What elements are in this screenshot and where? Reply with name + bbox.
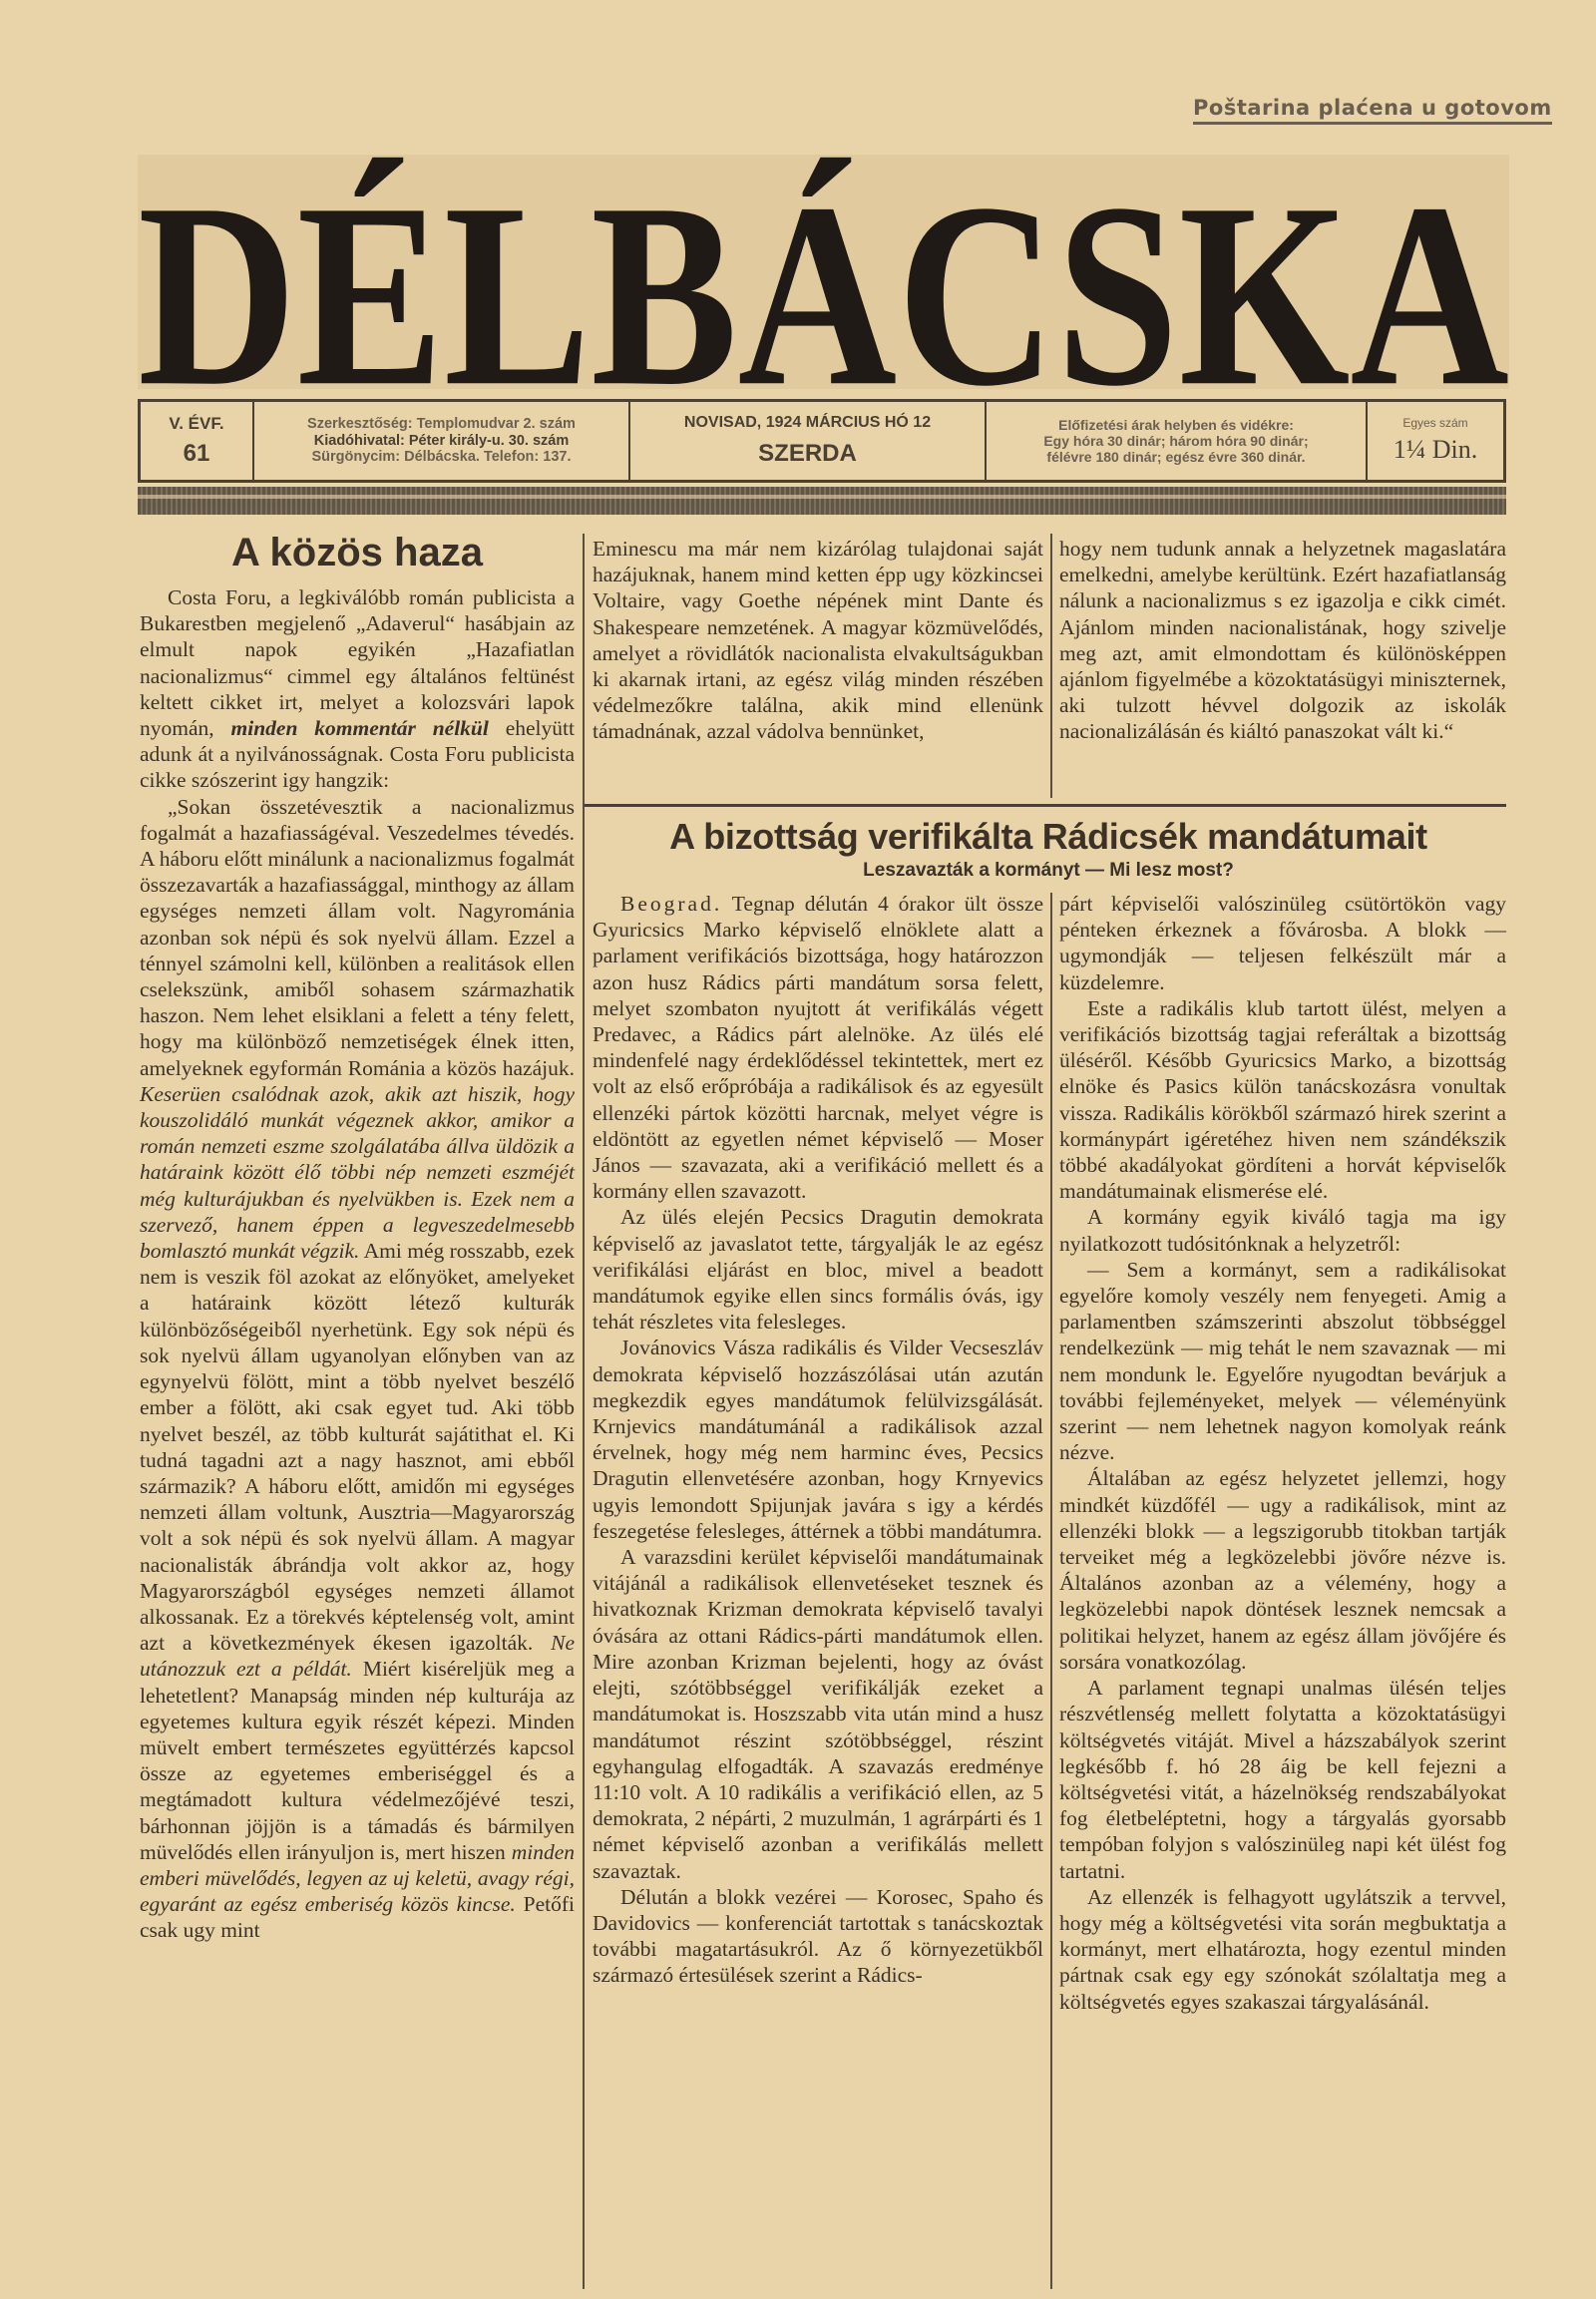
article2-column-1 <box>593 891 1043 1989</box>
paragraph: — Sem a kormányt, sem a radikálisokat egyelőre komoly veszély nem fenyegeti. Amig a parlamentben számszerinti abszolut többséggel rendelkezünk — mig tehát le nem szavaznak — mi nem mondunk le. Egyelőre nyugodtan bevárjuk a további fejleményeket, melyek — véleményünk szerint — nem lehetnek nagyon komolyak reánk nézve. <box>1059 1257 1506 1465</box>
issue-number: 61 <box>183 439 210 467</box>
date-cell <box>628 402 985 480</box>
paragraph: Costa Foru, a legkiválóbb román publicista a Bukarestben megjelenő „Adaverul“ hasábjain az elmult napok egyikén „Hazafiatlan nacionalizmus“ cimmel egy általános feltünést keltett cikket irt, melyet a kolozsvári lapok nyomán, minden kommentár nélkül ehelyütt adunk át a nyilvánosságnak. Costa Foru publicista cikke szószerint igy hangzik: <box>140 585 575 793</box>
subscription-line: Egy hóra 30 dinár; három hóra 90 dinár; <box>1043 432 1309 449</box>
article-column-1 <box>140 584 575 1944</box>
paragraph: A kormány egyik kiváló tagja ma igy nyilatkozott tudósitónknak a helyzetről: <box>1059 1205 1506 1256</box>
weekday: SZERDA <box>758 440 857 468</box>
dateline: NOVISAD, 1924 MÁRCIUS HÓ 12 <box>683 414 932 431</box>
paragraph: Este a radikális klub tartott ülést, melyen a verifikációs bizottság tagjai referáltak a bizottság üléséről. Később Gyuricsics Marko, a bizottság elnöke és Pasics külön tanácskozásra vonultak vissza. Radikális körökből származó hirek szerint a kormánypárt igéretéhez hiven nem szándékszik többé akadályokat gördíteni a horvát képviselők mandátumainak elismerése elé. <box>1059 995 1506 1204</box>
paragraph: A varazsdini kerület képviselői mandátumainak vitájánál a radikálisok ellenvetéseket tesznek és hivatkoznak Krizman demokrata képviselő tavalyi óvására az ottani Rádics-párti mandátumok ellen. Mire azonban Krizman bejelenti, hogy az óvást elejti, szótöbbséggel verifikálják ezeket a mandátumokat is. Hoszszabb vita után mind a husz mandátumot részint szótöbbséggel, részint egyhangulag elfogadták. A szavazás eredménye 11:10 volt. A 10 radikális a verifikáció ellen, az 5 demokrata, 2 népárti, 2 muzulmán, 1 agrárpárti és 1 német képviselő azonban a verifikálás mellett szavaztak. <box>593 1545 1043 1883</box>
paragraph: Az ülés elején Pecsics Dragutin demokrata képviselő az javaslatot tette, tárgyalják le az egész verifikálási eljárást en bloc, mivel a beadott mandátumok egyike ellen sincs formális óvás, igy tehát részletes vita felesleges. <box>593 1205 1043 1335</box>
paragraph: párt képviselői valószinüleg csütörtökön vagy pénteken érkeznek a fővárosba. A blokk — ugymondják — teljesen felkészült már a küzdelemre. <box>1059 892 1506 994</box>
volume-cell <box>138 402 252 480</box>
article-continuation-col3 <box>1059 536 1506 745</box>
paragraph: Délután a blokk vezérei — Korosec, Spaho és Davidovics — konferenciát tartottak s tanácskoztak további magatartásukról. Az ő környezetükből származó értesülések szerint a Rádics- <box>593 1884 1043 1988</box>
telegram-phone: Sürgönycim: Délbácska. Telefon: 137. <box>311 449 572 466</box>
column-divider <box>583 534 585 2289</box>
header-rule <box>138 487 1506 515</box>
article-headline: A bizottság verifikálta Rádicsék mandátumait <box>669 816 1427 857</box>
address-cell <box>252 402 628 480</box>
paragraph: hogy nem tudunk annak a helyzetnek magaslatára emelkedni, amelybe kerültünk. Ezért hazafiatlanság nálunk a nacionalizmus s ez igazolja e cikk cimét. Ajánlom minden nacionalistának, hogy szivelje meg azt, amit elmondottam és különösképpen ajánlom figyelmébe a közoktatásügyi miniszternek, aki tulzott hévvel dolgozik az iskolák nacionalizálásán és kiáltó panaszokat vált ki.“ <box>1059 537 1506 744</box>
article-title: A közös haza <box>231 531 483 575</box>
article-divider <box>585 804 1506 807</box>
subscription-line: Előfizetési árak helyben és vidékre: <box>1058 416 1294 433</box>
article2-column-2 <box>1059 891 1506 2015</box>
paragraph: Az ellenzék is felhagyott ugylátszik a tervvel, hogy még a költségvetési vita során megbuktatja a kormányt, mert elhatározta, hogy ezentul minden pártnak csak egy egy szónokát szólaltatja meg a költségvetés egyes szakaszai tárgyalásánál. <box>1059 1884 1506 2014</box>
paragraph: Jovánovics Vásza radikális és Vilder Vecseszláv demokrata képviselő hozzászólásai után azután megkezdik egyes mandátumok felülvizsgálását. Krnjevics mandátumánál a radikálisok azzal érvelnek, hogy még nem harminc éves, Pecsics Dragutin ellenvetésére azonban, hogy Krnyevics ugyis lemondott Spijunjak javára s igy a kérdés feszegetése felesleges, áttérnek a többi mandátumra. <box>593 1336 1043 1543</box>
paragraph: A parlament tegnapi unalmas ülésén teljes részvétlenség mellett folytatta a közoktatásügyi költségvetés vitáját. Mivel a házszabályok szerint legkésőbb f. hó 28 áig be kell fejezni a költségvetési vitát, a házelnökség rendszabályokat fog életbeléptetni, hogy a tárgyalás gyorsabb tempóban folyjon s valószinüleg napi két ülést fog tartatni. <box>1059 1676 1506 1883</box>
article-continuation-col2 <box>593 536 1043 745</box>
paragraph: Eminescu ma már nem kizárólag tulajdonai saját hazájuknak, hanem mind ketten épp ugy közkincsei Voltaire, vagy Goethe népének mint Dante és Shakespeare nemzetének. A magyar közmüvelődés, amelyet a rövidlátók nacionalista elvakultságukban ki akarnak irtani, az egész világ minden részében védelmezőkre találna, akik mind ellenünk támadnának, azzal vádolva bennünket, <box>593 537 1043 744</box>
single-copy-label: Egyes szám <box>1402 416 1468 431</box>
masthead-logo <box>138 125 1509 399</box>
paragraph: Általában az egész helyzetet jellemzi, hogy mindkét küzdőfél — ugy a radikálisok, mint az ellenzéki blokk — a legszigorubb titokban tartják terveiket még a legközelebbi jövőre nézve is. Általános azonban az a vélemény, hogy a legközelebbi napok döntések lesznek nemcsak a politikai helyzet, hanem az egész állam jövőjére és sorsára vonatkozólag. <box>1059 1466 1506 1674</box>
subscription-line: félévre 180 dinár; egész évre 360 dinár. <box>1046 449 1306 466</box>
subscription-cell <box>985 402 1366 480</box>
info-bar <box>138 399 1506 483</box>
postage-note: Poštarina plaćena u gotovom <box>1193 96 1552 125</box>
column-divider <box>1050 893 1052 2289</box>
column-divider <box>1050 534 1052 798</box>
publisher-address: Kiadóhivatal: Péter király-u. 30. szám <box>313 432 570 449</box>
paragraph: „Sokan összetévesztik a nacionalizmus fogalmát a hazafiasságéval. Veszedelmes tévedés. A háboru előtt minálunk a nacionalizmus fogalmát összezavarták a hazafiassággal, minthogy az állam egységes nemzeti állam volt. Nagyrománia azonban sok népü és sok nyelvü állam. Ezzel a ténnyel számolni kell, különben a realitások ellen cselekszünk, amiből sohasem származhatik haszon. Nem lehet elsiklani a felett a tény felett, hogy ma különböző nemzetiségek élnek itten, amelyeknek egyformán Románia a közös hazájuk. Keserüen csalódnak azok, akik azt hiszik, hogy kouszolidáló munkát végeznek akkor, amikor a román nemzeti eszme szolgálatába állva üldözik a határaink között élő többi nép nemzeti eszméjét még kulturájukban és nyelvükben is. Ezek nem a szervező, hanem éppen a legveszedelmesebb bomlasztó munkát végzik. Ami még rosszabb, ezek nem is veszik föl azokat az előnyöket, amelyeket a határaink között létező kulturák különbözőségeiből nyerhetünk. Egy sok népü és sok nyelvü állam ugyanolyan előnyben van az egynyelvü fölött, mint a több nyelvet beszélő ember a fölött, aki csak egyet tud. Aki több nyelvet beszél, az több kulturát sajátithat el. Ki tudná tagadni azt a nagy hasznot, ami ebből származik? A háboru előtt, amidőn mi egységes nemzeti állam voltunk, Ausztria—Magyarország volt a sok népü és sok nyelvü állam. A magyar nacionalisták ábrándja volt akkor az, hogy Magyarországból egységes nemzeti államot alkossanak. Ez a törekvés képtelenség volt, amint azt a következmények ékesen igazolták. Ne utánozzuk ezt a példát. Miért kiséreljük meg a lehetetlent? Manapság minden nép kulturája az egyetemes kultura egyik részét képezi. Minden müvelt embert természetes együttérzés kapcsol össze az egyetemes emberiséggel és a megtámadott kultura védelmezőjévé teszi, bárhonnan jöjjön is a támadás és bármilyen müvelődés ellen irányuljon is, mert hiszen minden emberi müvelődés, legyen az uj keletü, avagy régi, egyaránt az egész emberiség közös kincse. Petőfi csak ugy mint <box>140 794 576 1943</box>
masthead-title: DÉLBÁCSKA <box>138 149 1509 399</box>
article-subheadline: Leszavazták a kormányt — Mi lesz most? <box>863 860 1234 881</box>
single-copy-price: 1¼ Din. <box>1393 434 1478 464</box>
editorial-address: Szerkesztőség: Templomudvar 2. szám <box>307 415 576 432</box>
price-cell <box>1366 402 1506 480</box>
paragraph: Beograd. Tegnap délután 4 órakor ült össze Gyuricsics Marko képviselő elnöklete alatt a parlament verifikációs bizottsága, hogy határozzon azon husz Rádics párti mandátum sorsa felett, melyet szombaton nyujtott át verifikálás végett Predavec, a Rádics párt alelnöke. Az ülés elé mindenfelé nagy érdeklődéssel tekintettek, mert ez volt az első erőpróbája a radikálisok és az egyesült ellenzéki pártok közötti harcnak, melyet végre is eldöntött az egyetlen német képviselő — Moser János — szavazata, aki a verifikáció mellett és a kormány ellen szavazott. <box>593 892 1043 1204</box>
volume: V. ÉVF. <box>169 414 224 434</box>
